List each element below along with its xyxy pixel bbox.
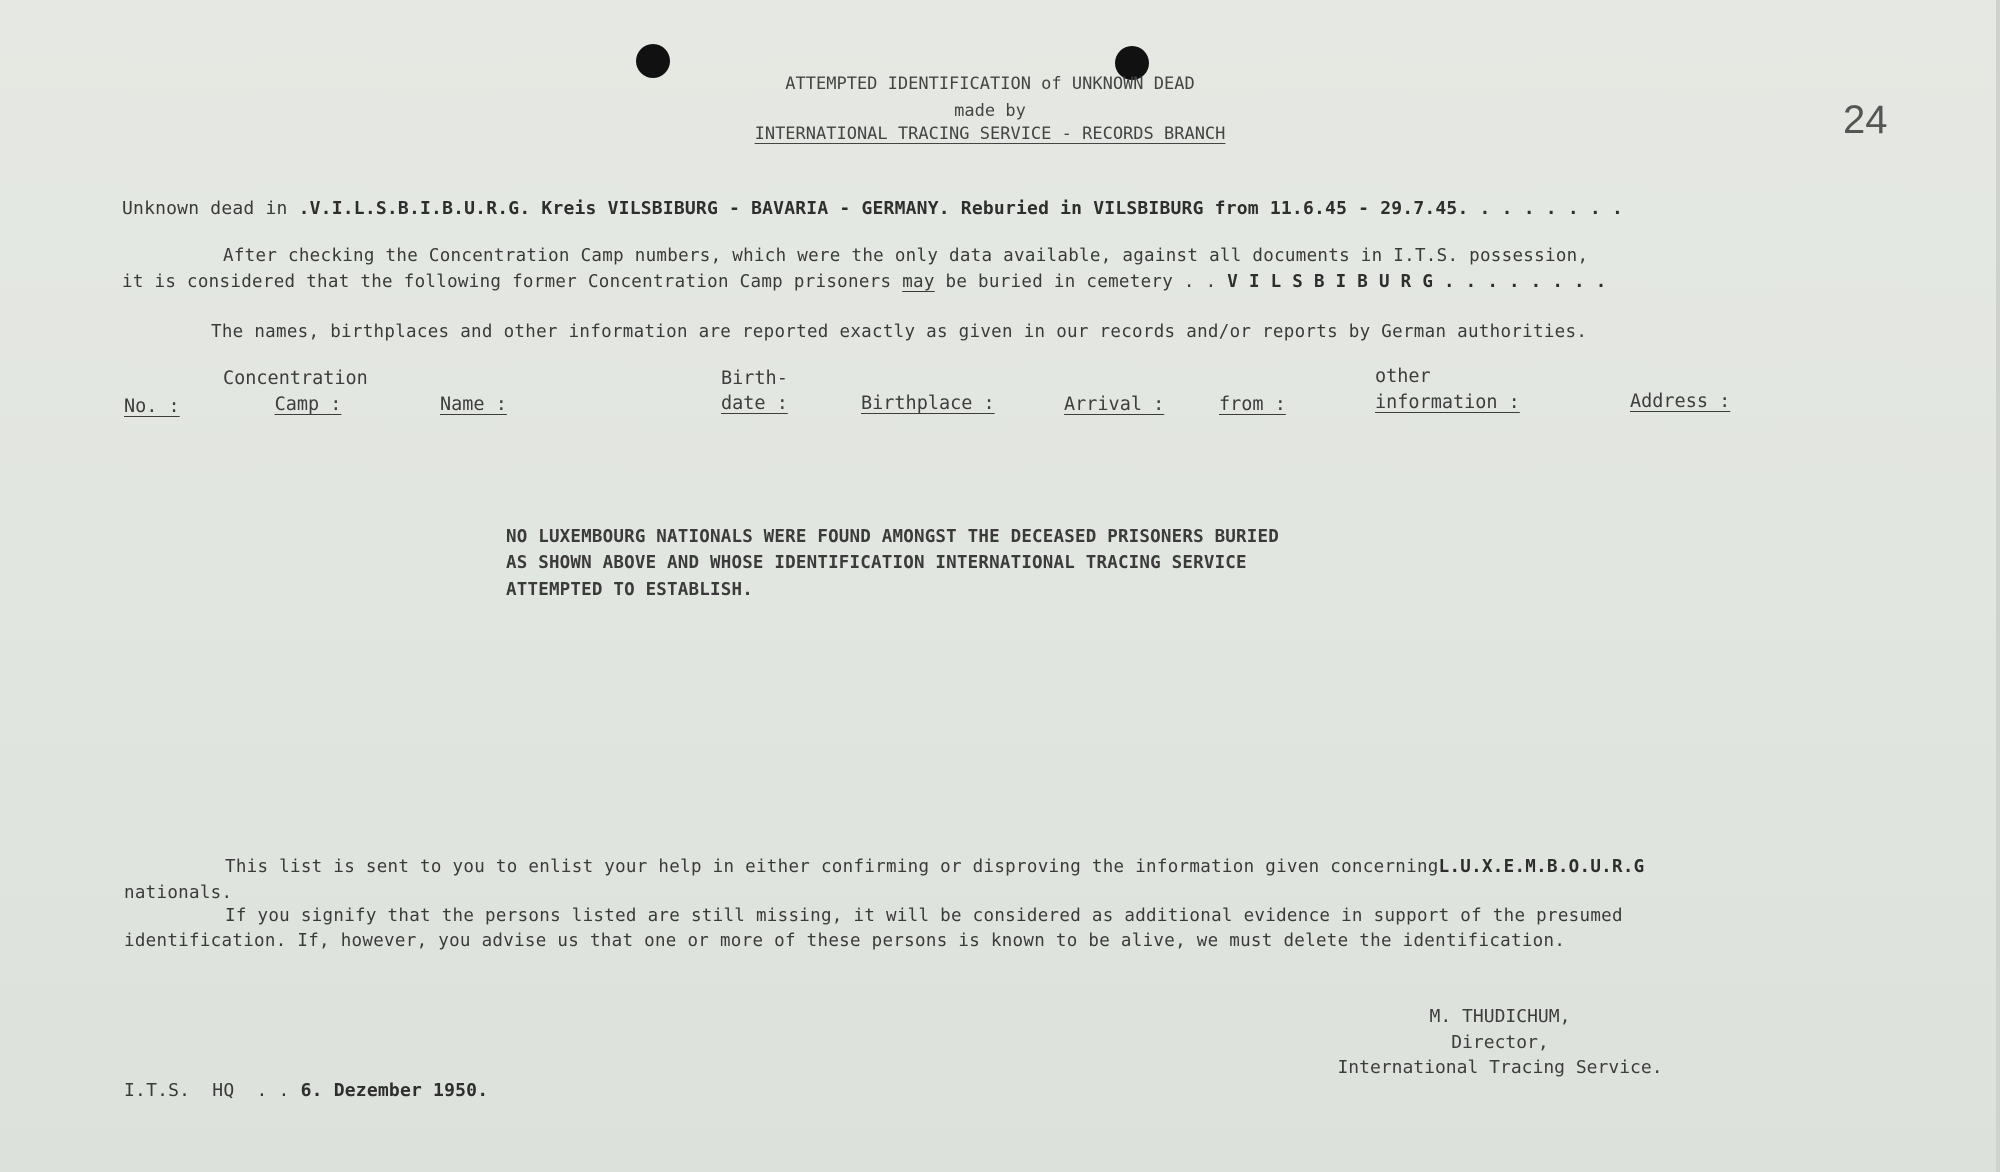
notice-line-3: ATTEMPTED TO ESTABLISH. <box>506 580 753 600</box>
notice-line-2: AS SHOWN ABOVE AND WHOSE IDENTIFICATION INTERNATIONAL TRACING SERVICE <box>506 553 1247 573</box>
closing-p2-line2: identification. If, however, you advise us that one or more of these persons is known to be alive, we must delete the identification. <box>124 931 1566 951</box>
col-birthdate-top: Birth- <box>721 368 788 389</box>
col-from: from : <box>1219 394 1286 415</box>
col-birthdate-bottom: date : <box>721 393 788 414</box>
location-place: .V.I.L.S.B.I.B.U.R.G. Kreis VILSBIBURG - BAVARIA - GERMANY. Reburied in VILSBIBURG from 11.6.45 - 29.7.45. . . . . . . . <box>298 198 1624 219</box>
intro-text-a: it is considered that the following former Concentration Camp prisoners <box>122 272 903 292</box>
punch-hole-left <box>636 44 670 78</box>
signature-org: International Tracing Service. <box>1337 1057 1663 1078</box>
signature-name: M. THUDICHUM, <box>1429 1006 1571 1027</box>
signature-title: Director, <box>1451 1032 1549 1053</box>
col-no: No. : <box>124 396 180 417</box>
intro-text-b: be buried in cemetery . . <box>934 272 1228 292</box>
location-label: Unknown dead in <box>122 198 299 219</box>
col-name: Name : <box>440 394 507 415</box>
col-camp-top: Concentration <box>223 368 368 389</box>
closing-p1-line2: nationals. <box>124 883 233 903</box>
footer-line <box>124 1080 488 1101</box>
notice-line-1: NO LUXEMBOURG NATIONALS WERE FOUND AMONGST THE DECEASED PRISONERS BURIED <box>506 527 1279 547</box>
intro-line-1: After checking the Concentration Camp numbers, which were the only data available, against all documents in I.T.S. possession, <box>223 246 1589 266</box>
col-other-bottom: information : <box>1375 392 1520 413</box>
closing-p1-nation: L.U.X.E.M.B.O.U.R.G <box>1438 857 1645 877</box>
intro-line-2 <box>122 272 1607 292</box>
page-number: 24 <box>1843 98 1888 142</box>
closing-p1-text: This list is sent to you to enlist your help in either confirming or disproving the information given concerning <box>225 857 1439 877</box>
col-address: Address : <box>1630 391 1731 412</box>
closing-p2-line1: If you signify that the persons listed are still missing, it will be considered as additional evidence in support of the presumed <box>225 906 1623 926</box>
intro-cemetery: V I L S B I B U R G . . . . . . . . <box>1227 272 1607 292</box>
header-organization: INTERNATIONAL TRACING SERVICE - RECORDS BRANCH <box>754 124 1226 144</box>
col-camp-bottom: Camp : <box>274 394 342 415</box>
footer-its-hq: I.T.S. HQ . . <box>124 1080 290 1101</box>
col-birthplace: Birthplace : <box>861 393 995 414</box>
closing-p1-line1 <box>225 857 1645 877</box>
location-line <box>122 198 1623 219</box>
header-made-by: made by <box>954 101 1026 121</box>
col-other-top: other <box>1375 366 1431 387</box>
footer-date: 6. Dezember 1950. <box>300 1080 489 1101</box>
intro-may: may <box>902 272 935 292</box>
page-edge <box>1996 0 2000 1172</box>
col-arrival: Arrival : <box>1064 394 1165 415</box>
header-title: ATTEMPTED IDENTIFICATION of UNKNOWN DEAD <box>785 74 1195 94</box>
names-note: The names, birthplaces and other information are reported exactly as given in our records and/or reports by German authorities. <box>211 322 1588 342</box>
